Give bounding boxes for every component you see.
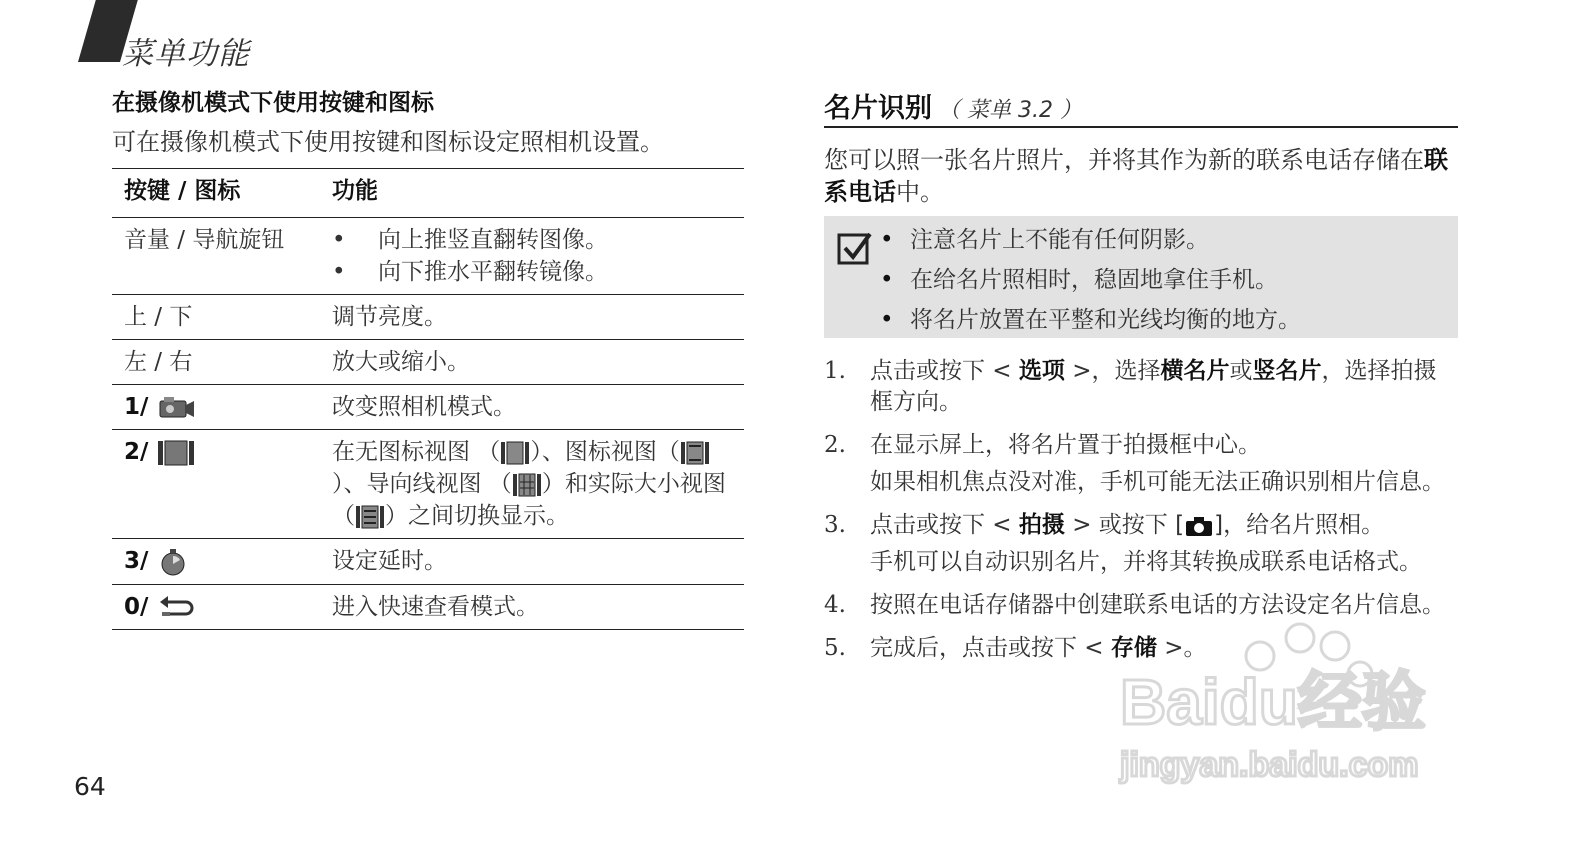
table-row bbox=[112, 295, 744, 340]
return-icon bbox=[156, 592, 196, 622]
row-function: 设定延时。 bbox=[320, 539, 744, 585]
no-icon-view-icon bbox=[500, 440, 530, 466]
bullet-item: • 向下推水平翻转镜像。 bbox=[332, 259, 608, 285]
row-key: 1/ bbox=[112, 385, 320, 430]
step-subtext: 如果相机焦点没对准，手机可能无法正确识别相片信息。 bbox=[870, 469, 1445, 495]
page-number: 64 bbox=[74, 772, 106, 801]
frame-view-icon bbox=[156, 438, 196, 468]
col-header-function: 功能 bbox=[320, 169, 744, 218]
menu-reference: （ 菜单 3.2 ） bbox=[938, 98, 1082, 123]
note-box bbox=[824, 216, 1458, 338]
step-item: 1. 点击或按下 < 选项 >，选择横名片或竖名片，选择拍摄框方向。 bbox=[824, 358, 1437, 415]
table-row bbox=[112, 430, 744, 539]
actual-size-view-icon bbox=[355, 504, 385, 530]
row-function: 调节亮度。 bbox=[320, 295, 744, 340]
note-list bbox=[824, 216, 1458, 340]
row-key: 上 / 下 bbox=[112, 295, 320, 340]
table-row bbox=[112, 584, 744, 629]
guideline-view-icon bbox=[512, 472, 542, 498]
step-subtext: 手机可以自动识别名片，并将其转换成联系电话格式。 bbox=[870, 549, 1422, 575]
table-row bbox=[112, 385, 744, 430]
section-title: 菜单功能 bbox=[122, 36, 250, 72]
note-item: • 将名片放置在平整和光线均衡的地方。 bbox=[880, 300, 1458, 340]
note-item: • 在给名片照相时，稳固地拿住手机。 bbox=[880, 260, 1458, 300]
section-intro: 您可以照一张名片照片，并将其作为新的联系电话存储在联系电话中。 bbox=[824, 146, 1448, 206]
section-heading: 名片识别 bbox=[824, 93, 932, 124]
svg-text:jingyan.baidu.com: jingyan.baidu.com bbox=[1120, 746, 1419, 784]
right-column bbox=[824, 86, 1458, 676]
col-header-key: 按键 / 图标 bbox=[112, 169, 320, 218]
step-item: 4. 按照在电话存储器中创建联系电话的方法设定名片信息。 bbox=[824, 592, 1445, 618]
icon-view-icon bbox=[680, 440, 710, 466]
row-key: 左 / 右 bbox=[112, 340, 320, 385]
subsection-intro: 可在摄像机模式下使用按键和图标设定照相机设置。 bbox=[112, 128, 664, 156]
section-heading-row bbox=[824, 86, 1458, 128]
left-column bbox=[112, 86, 744, 630]
row-function: 放大或缩小。 bbox=[320, 340, 744, 385]
step-item: 2. 在显示屏上，将名片置于拍摄框中心。 如果相机焦点没对准，手机可能无法正确识别相片信息。 bbox=[824, 430, 1458, 498]
table-header-row bbox=[112, 169, 744, 218]
svg-text:Baidu经验: Baidu经验 bbox=[1120, 666, 1426, 738]
row-function: 进入快速查看模式。 bbox=[320, 584, 744, 629]
row-function: 改变照相机模式。 bbox=[320, 385, 744, 430]
checkbox-note-icon bbox=[836, 230, 874, 268]
note-item: • 注意名片上不能有任何阴影。 bbox=[880, 220, 1458, 260]
step-item: 3. 点击或按下 < 拍摄 > 或按下 [ ]，给名片照相。 手机可以自动识别名片，并将其转换成联系电话格式。 bbox=[824, 510, 1458, 578]
camera-key-icon bbox=[1184, 515, 1214, 537]
baidu-watermark-logo bbox=[1110, 616, 1490, 796]
row-key: 2/ bbox=[112, 430, 320, 539]
row-key: 音量 / 导航旋钮 bbox=[112, 218, 320, 295]
camera-mode-icon bbox=[156, 393, 196, 423]
bullet-item: • 向上推竖直翻转图像。 bbox=[332, 227, 608, 253]
row-key: 0/ bbox=[112, 584, 320, 629]
row-key: 3/ bbox=[112, 539, 320, 585]
row-function: 在无图标视图 （ ）、图标视图（）、导向线视图 （ ）和实际大小视图 （ ）之间切换显示。 bbox=[320, 430, 744, 539]
key-icon-table bbox=[112, 168, 744, 630]
subsection-heading: 在摄像机模式下使用按键和图标 bbox=[112, 90, 434, 116]
table-row bbox=[112, 340, 744, 385]
row-function bbox=[320, 218, 744, 295]
timer-icon bbox=[156, 546, 190, 578]
table-row bbox=[112, 539, 744, 585]
step-item: 5. 完成后，点击或按下 < 存储 >。 bbox=[824, 635, 1207, 661]
table-row bbox=[112, 218, 744, 295]
